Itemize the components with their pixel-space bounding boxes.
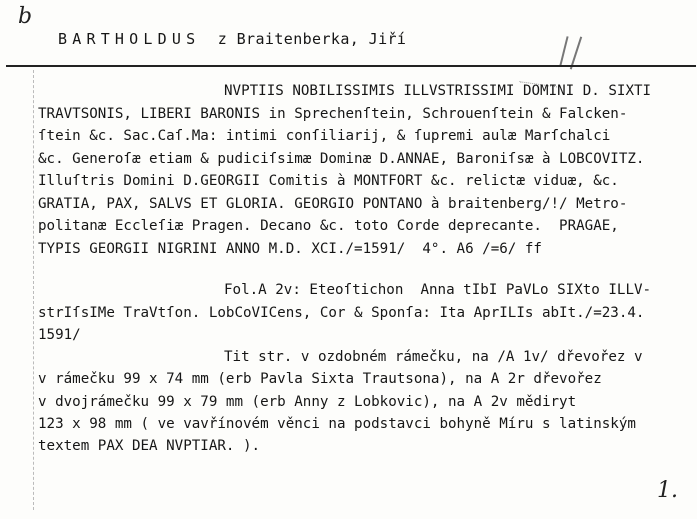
corner-letter-mark: b [18,4,33,29]
text-line: strIſsIMe TraVtſon. LobCoVICens, Cor & Sponſa: Ita AprILIs abIt./=23.4. [38,305,645,321]
header-surname: BARTHOLDUS [58,30,201,48]
text-line: v rámečku 99 x 74 mm (erb Pavla Sixta Trautsona), na A 2r dřevořez [38,371,602,387]
text-line: v dvojrámečku 99 x 79 mm (erb Anny z Lobkovic), na A 2v mědiryt [38,394,577,410]
text-line: TYPIS GEORGII NIGRINI ANNO M.D. XCI./=1591/ 4°. A6 /=6/ ff [38,241,542,257]
card-header [58,30,406,48]
header-rule [6,65,696,67]
text-line: GRATIA, PAX, SALVS ET GLORIA. GEORGIO PONTANO à braitenberg/!/ Metro- [38,196,628,212]
text-line: textem PAX DEA NVPTIAR. ). [38,438,261,454]
text-line: politanæ Eccleſiæ Pragen. Decano &c. toto Corde deprecante. PRAGAE, [38,218,619,234]
text-line: TRAVTSONIS, LIBERI BARONIS in Sprechenſtein, Schrouenſtein & Falcken- [38,106,628,122]
text-line: &c. Generoſæ etiam & pudiciſsimæ Dominæ D.ANNAE, Baroniſsæ à LOBCOVITZ. [38,151,645,167]
text-line: ſtein &c. Sac.Caſ.Ma: intimi conſiliarij, & ſupremi aulæ Marſchalci [38,128,611,144]
folio-number: 1. [657,478,678,503]
text-line: 123 x 98 mm ( ve vavřínovém věnci na podstavci bohyně Míru s latinským [38,416,636,432]
pencil-slash-mark [559,36,568,66]
header-name: z Braitenberka, Jiří [217,30,407,48]
text-line: NVPTIIS NOBILISSIMIS ILLVSTRISSIMI DOMINI D. SIXTI [224,83,652,99]
text-line: Tit str. v ozdobném rámečku, na /A 1v/ dřevořez v [224,349,643,365]
text-line: Illuſtris Domini D.GEORGII Comitis à MONTFORT &c. relictæ viduæ, &c. [38,173,619,189]
text-line: Fol.A 2v: Eteoſtichon Anna tIbI PaVLo SIXto ILLV- [224,282,652,298]
text-line: 1591/ [38,327,81,343]
margin-line [33,70,34,510]
